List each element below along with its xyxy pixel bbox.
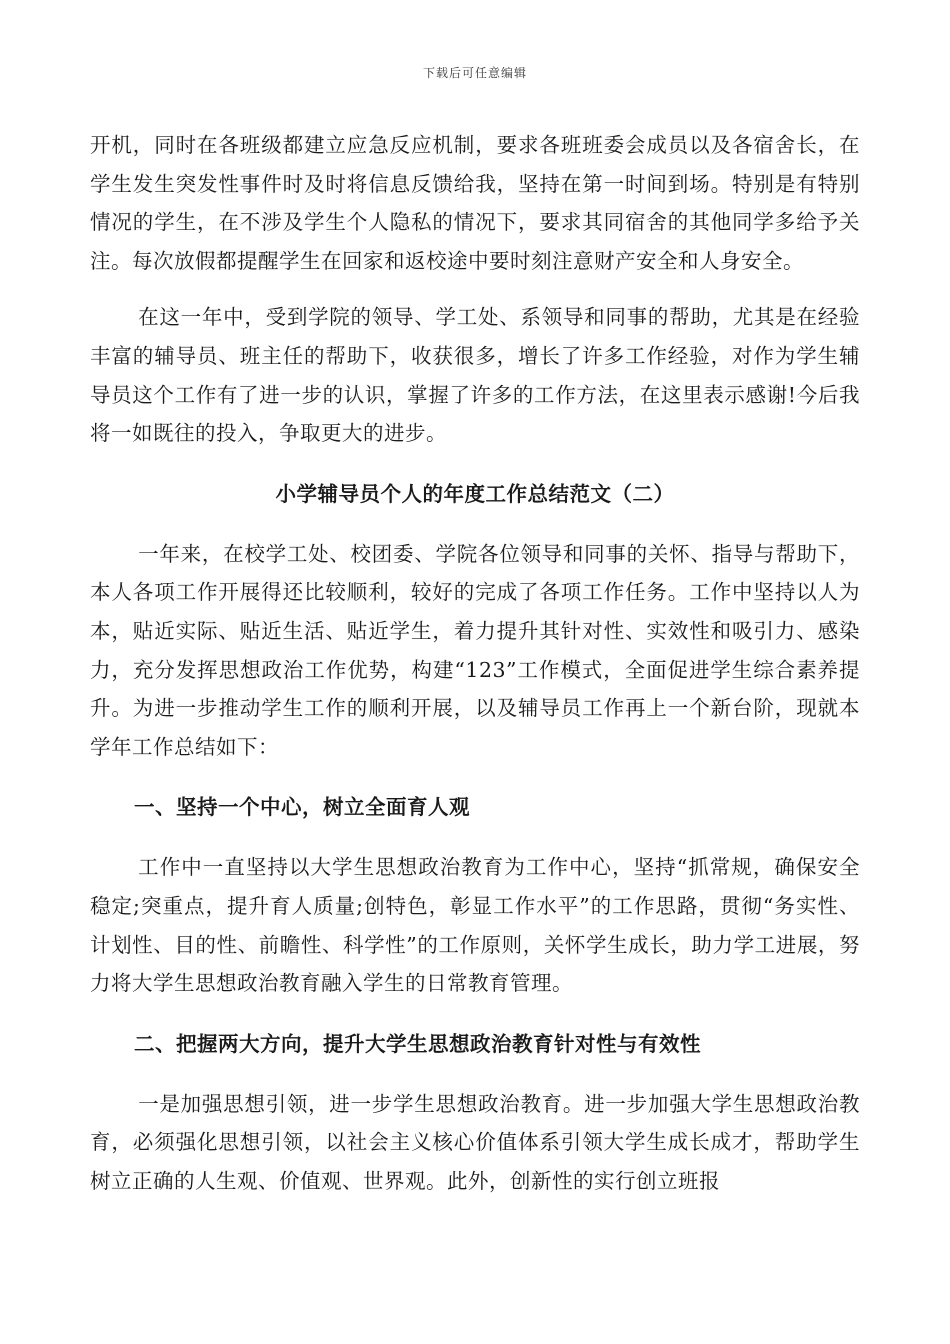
page-header: 下载后可任意编辑 xyxy=(422,66,527,80)
document-title: 小学辅导员个人的年度工作总结范文（二） xyxy=(275,481,675,506)
paragraph-continuation: 开机，同时在各班级都建立应急反应机制，要求各班班委会成员以及各宿舍长，在学生发生突发性事件时及时将信息反馈给我，坚持在第一时间到场。特别是有特别情况的学生，在不涉及学生个人隐私的情况下，要求其同宿舍的其他同学多给予关注。每次放假都提醒学生在回家和返校途中要时刻注意财产安全和人身安全。 xyxy=(90,133,860,273)
paragraph-intro: 一年来，在校学工处、校团委、学院各位领导和同事的关怀、指导与帮助下，本人各项工作开展得还比较顺利，较好的完成了各项工作任务。工作中坚持以人为本，贴近实际、贴近生活、贴近学生，着力提升其针对性、实效性和吸引力、感染力，充分发挥思想政治工作优势，构建“123”工作模式，全面促进学生综合素养提升。为进一步推动学生工作的顺利开展，以及辅导员工作再上一个新台阶，现就本学年工作总结如下： xyxy=(90,541,860,759)
paragraph-thanks: 在这一年中，受到学院的领导、学工处、系领导和同事的帮助，尤其是在经验丰富的辅导员、班主任的帮助下，收获很多，增长了许多工作经验，对作为学生辅导员这个工作有了进一步的认识，掌握了许多的工作方法，在这里表示感谢!今后我将一如既往的投入，争取更大的进步。 xyxy=(90,305,860,446)
paragraph-section-1: 工作中一直坚持以大学生思想政治教育为工作中心，坚持“抓常规，确保安全稳定;突重点，提升育人质量;创特色，彰显工作水平”的工作思路，贯彻“务实性、计划性、目的性、前瞻性、科学性”的工作原则，关怀学生成长，助力学工进展，努力将大学生思想政治教育融入学生的日常教育管理。 xyxy=(90,855,860,996)
section-heading-2: 二、把握两大方向，提升大学生思想政治教育针对性与有效性 xyxy=(134,1031,701,1056)
document-body xyxy=(90,126,860,1200)
paragraph-section-2: 一是加强思想引领，进一步学生思想政治教育。进一步加强大学生思想政治教育，必须强化思想引领，以社会主义核心价值体系引领大学生成长成才，帮助学生树立正确的人生观、价值观、世界观。此外，创新性的实行创立班报 xyxy=(90,1091,860,1193)
section-heading-1: 一、坚持一个中心，树立全面育人观 xyxy=(134,795,470,820)
